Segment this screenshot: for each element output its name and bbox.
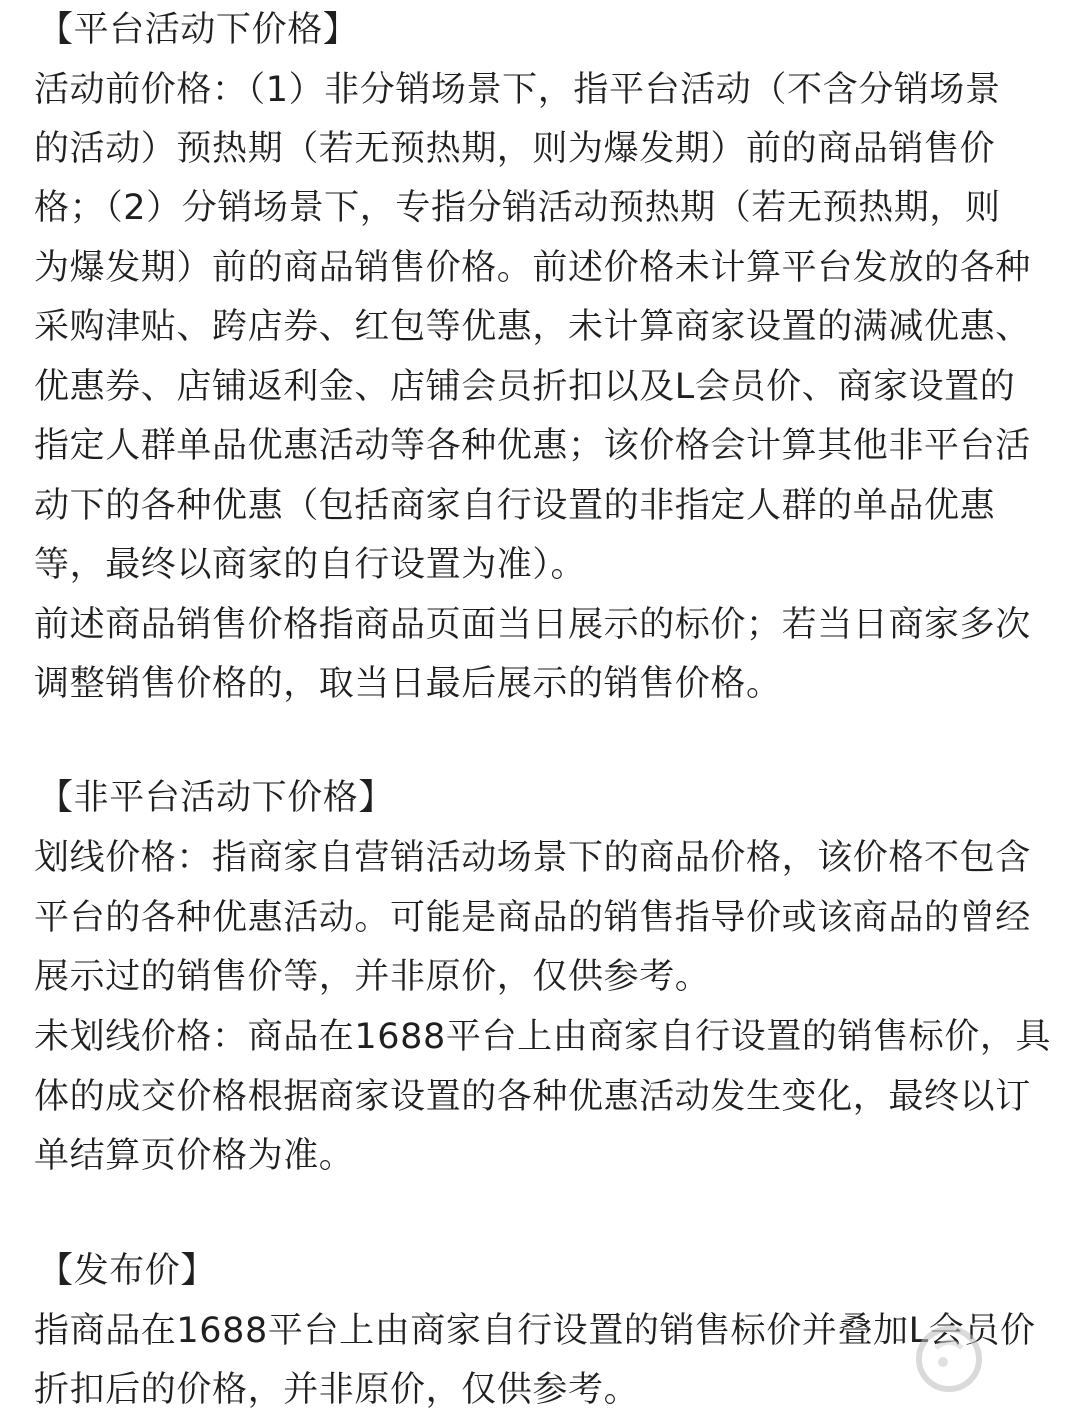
paragraph-line: 指定人群单品优惠活动等各种优惠；该价格会计算其他非平台活	[34, 426, 1031, 466]
paragraph-line: 为爆发期）前的商品销售价格。前述价格未计算平台发放的各种	[34, 248, 1031, 288]
paragraph-line: 调整销售价格的，取当日最后展示的销售价格。	[34, 664, 782, 704]
paragraph-line: 优惠券、店铺返利金、店铺会员折扣以及L会员价、商家设置的	[34, 367, 1016, 407]
section-heading-platform-activity-price: 【平台活动下价格】	[38, 10, 359, 50]
paragraph-line: 指商品在1688平台上由商家自行设置的销售标价并叠加L会员价	[34, 1311, 1036, 1351]
paragraph-line: 未划线价格：商品在1688平台上由商家自行设置的销售标价，具	[34, 1017, 1052, 1057]
paragraph-line: 的活动）预热期（若无预热期，则为爆发期）前的商品销售价	[34, 129, 996, 169]
paragraph-line: 划线价格：指商家自营销活动场景下的商品价格，该价格不包含	[34, 838, 1031, 878]
watermark-logo-icon	[908, 1318, 990, 1400]
paragraph-line: 格；（2）分销场景下，专指分销活动预热期（若无预热期，则	[34, 188, 1001, 228]
section-heading-non-platform-activity-price: 【非平台活动下价格】	[38, 778, 395, 818]
paragraph-line: 动下的各种优惠（包括商家自行设置的非指定人群的单品优惠	[34, 486, 996, 526]
paragraph-line: 活动前价格：（1）非分销场景下，指平台活动（不含分销场景	[34, 70, 1001, 110]
paragraph-line: 等，最终以商家的自行设置为准）。	[34, 545, 587, 585]
paragraph-line: 采购津贴、跨店券、红包等优惠，未计算商家设置的满减优惠、	[34, 307, 1031, 347]
paragraph-line: 折扣后的价格，并非原价，仅供参考。	[34, 1370, 640, 1410]
paragraph-line: 单结算页价格为准。	[34, 1136, 355, 1176]
paragraph-line: 体的成交价格根据商家设置的各种优惠活动发生变化，最终以订	[34, 1077, 1031, 1117]
paragraph-line: 平台的各种优惠活动。可能是商品的销售指导价或该商品的曾经	[34, 898, 1031, 938]
section-heading-publish-price: 【发布价】	[38, 1251, 217, 1291]
paragraph-line: 展示过的销售价等，并非原价，仅供参考。	[34, 957, 711, 997]
paragraph-line: 前述商品销售价格指商品页面当日展示的标价；若当日商家多次	[34, 605, 1031, 645]
